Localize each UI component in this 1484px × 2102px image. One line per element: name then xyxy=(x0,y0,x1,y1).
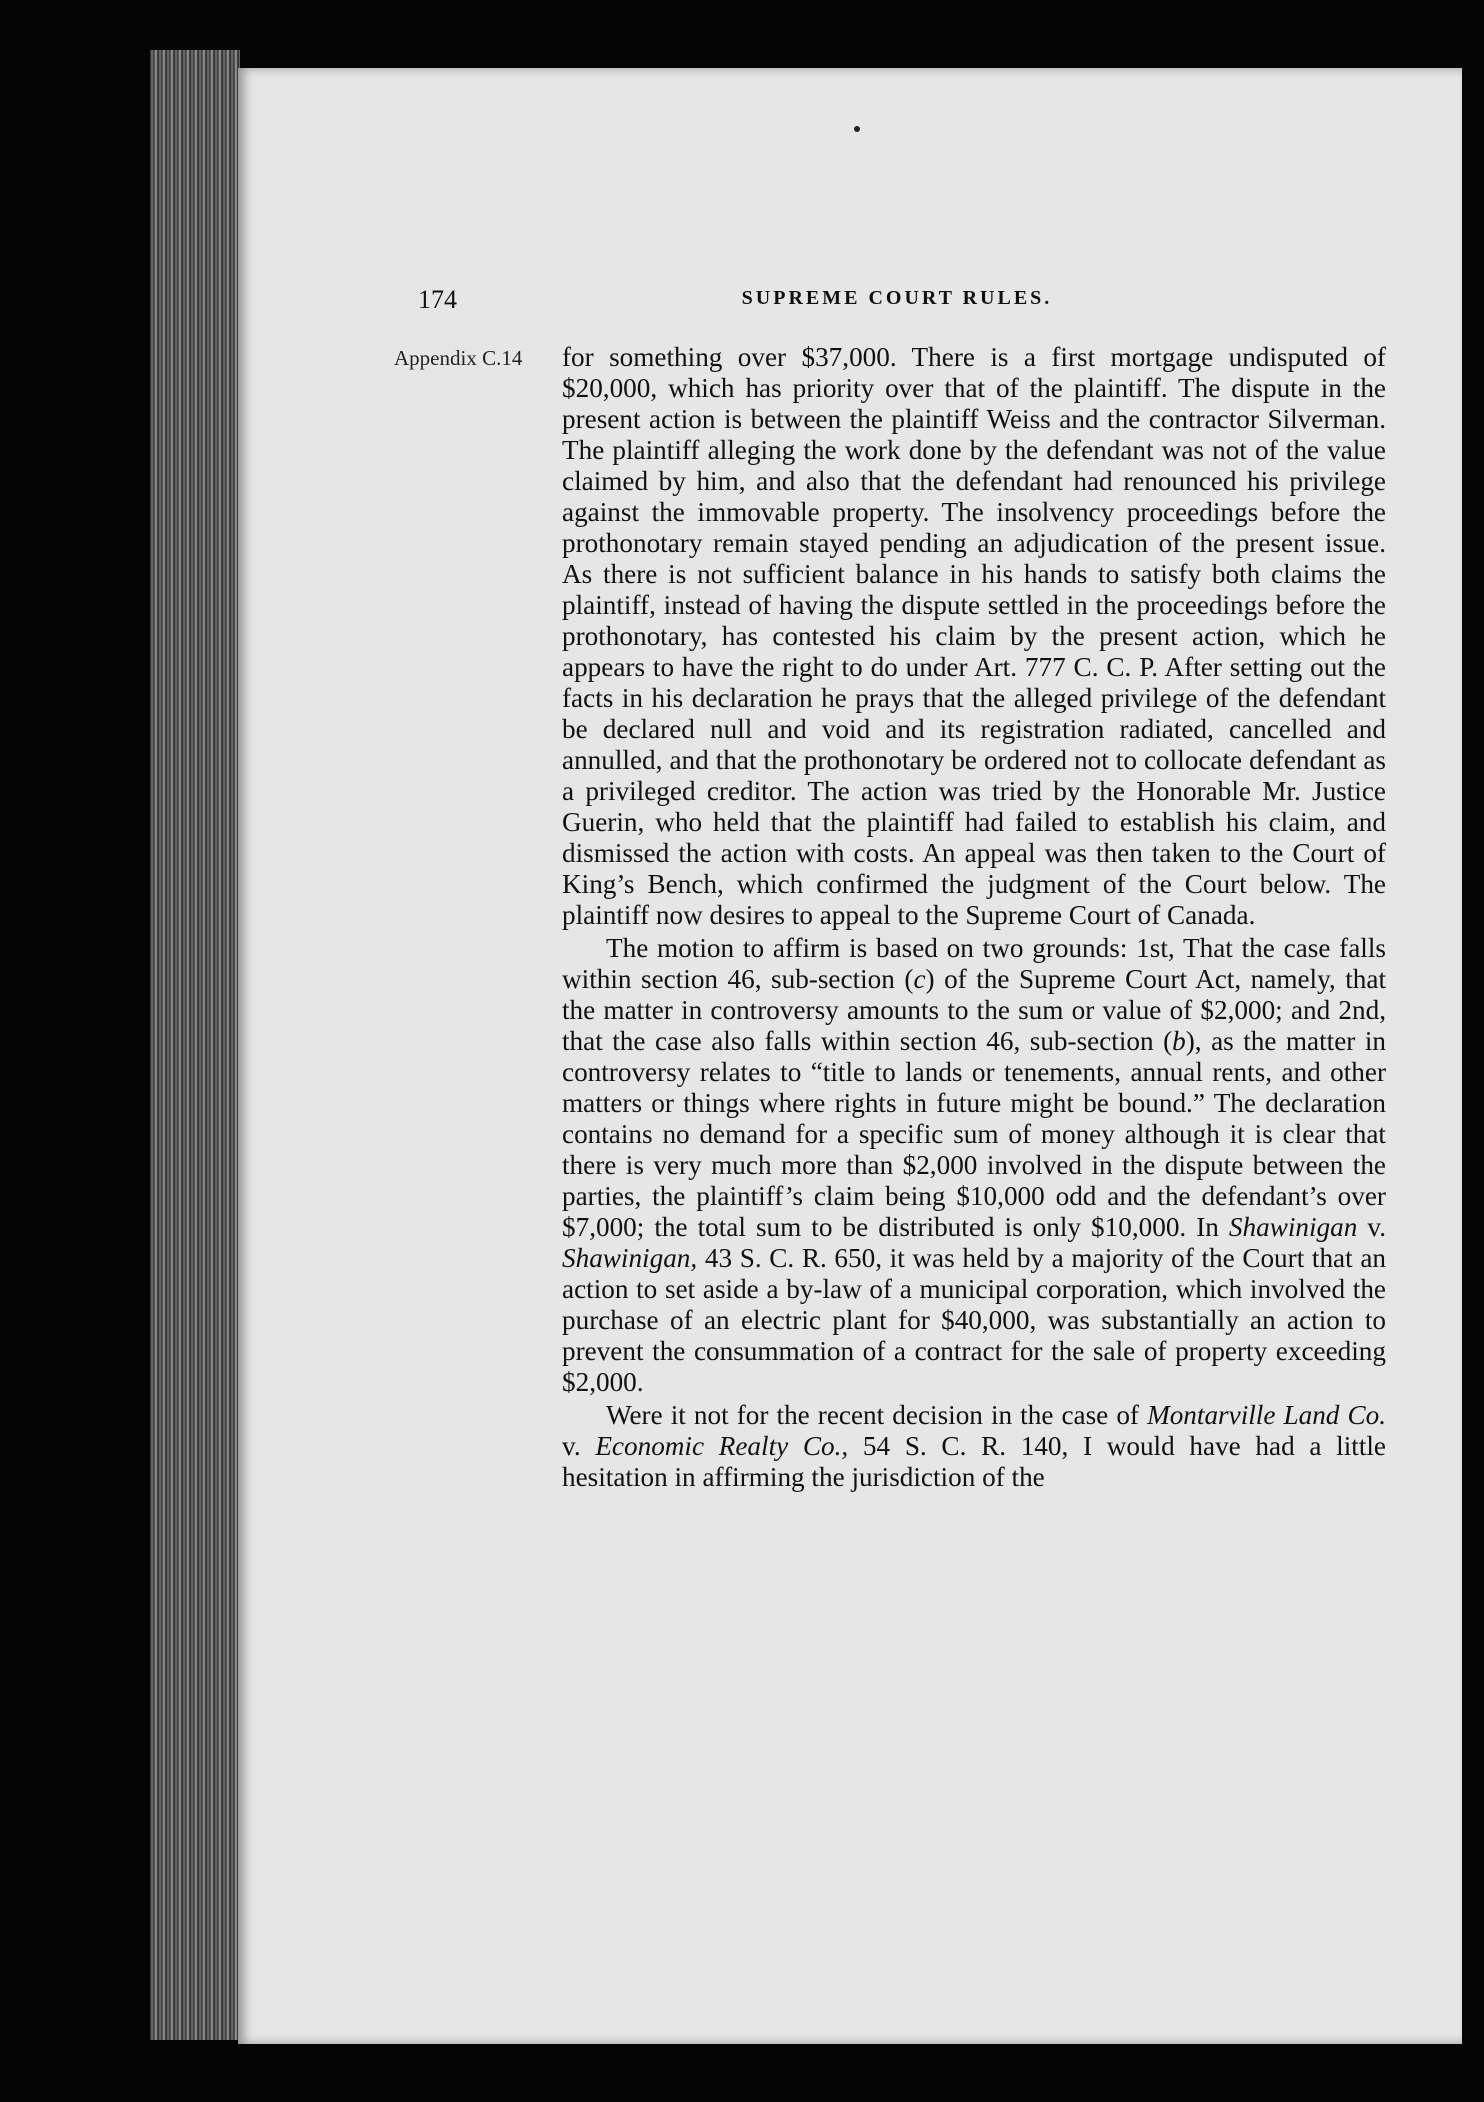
text-run: v. xyxy=(1357,1212,1386,1242)
text-run: 43 S. C. R. 650, it was held by a majority of the Court that an action to set aside a by-law of a municipal corporation, which involved the purchase of an electric plant for $40,000, was substantially an action to prevent the consummation of a contract for the sale of property exceeding $2,000. xyxy=(562,1243,1386,1397)
text-run: 54 S. C. R. 140, I would have had a little hesitation in affirming the jurisdiction of the xyxy=(562,1431,1386,1492)
italic-text: c xyxy=(913,964,926,994)
body-text xyxy=(562,342,1386,1493)
text-run: for something over $37,000. There is a first mortgage undisputed of $20,000, which has priority over that of the plaintiff. The dispute in the present action is between the plaintiff Weiss and the contractor Silverman. The plaintiff alleging the work done by the defendant was not of the value claimed by him, and also that the defendant had renounced his privilege against the immovable property. The insolvency proceedings before the prothonotary remain stayed pending an adjudication of the present issue. As there is not sufficient balance in his hands to satisfy both claims the plaintiff, instead of having the dispute settled in the proceedings before the prothonotary, has contested his claim by the present action, which he appears to have the right to do under Art. 777 C. C. P. After setting out the facts in his declaration he prays that the alleged privilege of the defendant be declared null and void and its registration radiated, cancelled and annulled, and that the prothonotary be ordered not to collocate defendant as a privileged creditor. The action was tried by the Honorable Mr. Justice Guerin, who held that the plaintiff had failed to establish his claim, and dismissed the action with costs. An appeal was then taken to the Court of King’s Bench, which confirmed the judgment of the Court below. The plaintiff now desires to appeal to the Supreme Court of Canada. xyxy=(562,342,1386,930)
margin-note: Appendix C.14 xyxy=(394,346,523,370)
speck-mark xyxy=(854,126,860,132)
text-run: v. xyxy=(562,1431,596,1461)
italic-text: Shawinigan, xyxy=(562,1243,698,1273)
page-number: 174 xyxy=(418,285,457,314)
paragraph xyxy=(562,933,1386,1398)
book-spine-edge xyxy=(150,50,240,2040)
text-run: ), as the matter in controversy relates to “title to lands or tenements, annual rents, and other matters or things where rights in future might be bound.” The declaration contains no demand for a specific sum of money although it is clear that there is very much more than $2,000 involved in the dispute between the parties, the plaintiff’s claim being $10,000 odd and the defendant’s over $7,000; the total sum to be distributed is only $10,000. In xyxy=(562,1026,1386,1242)
paragraph xyxy=(562,342,1386,931)
italic-text: Economic Realty Co., xyxy=(595,1431,849,1461)
italic-text: Shawinigan xyxy=(1228,1212,1358,1242)
italic-text: Montarville Land Co. xyxy=(1147,1400,1386,1430)
page-header xyxy=(418,285,1376,327)
text-run: ) of the Supreme Court Act, namely, that the matter in controversy amounts to the sum or value of $2,000; and 2nd, that the case also falls within section 46, sub-section ( xyxy=(562,964,1386,1056)
italic-text: b xyxy=(1172,1026,1186,1056)
text-run: The motion to affirm is based on two grounds: 1st, That the case falls within section 46, sub-section ( xyxy=(562,933,1386,994)
paragraph xyxy=(562,1400,1386,1493)
text-run: Were it not for the recent decision in the case of xyxy=(606,1400,1148,1430)
running-head: SUPREME COURT RULES. xyxy=(741,287,1053,309)
